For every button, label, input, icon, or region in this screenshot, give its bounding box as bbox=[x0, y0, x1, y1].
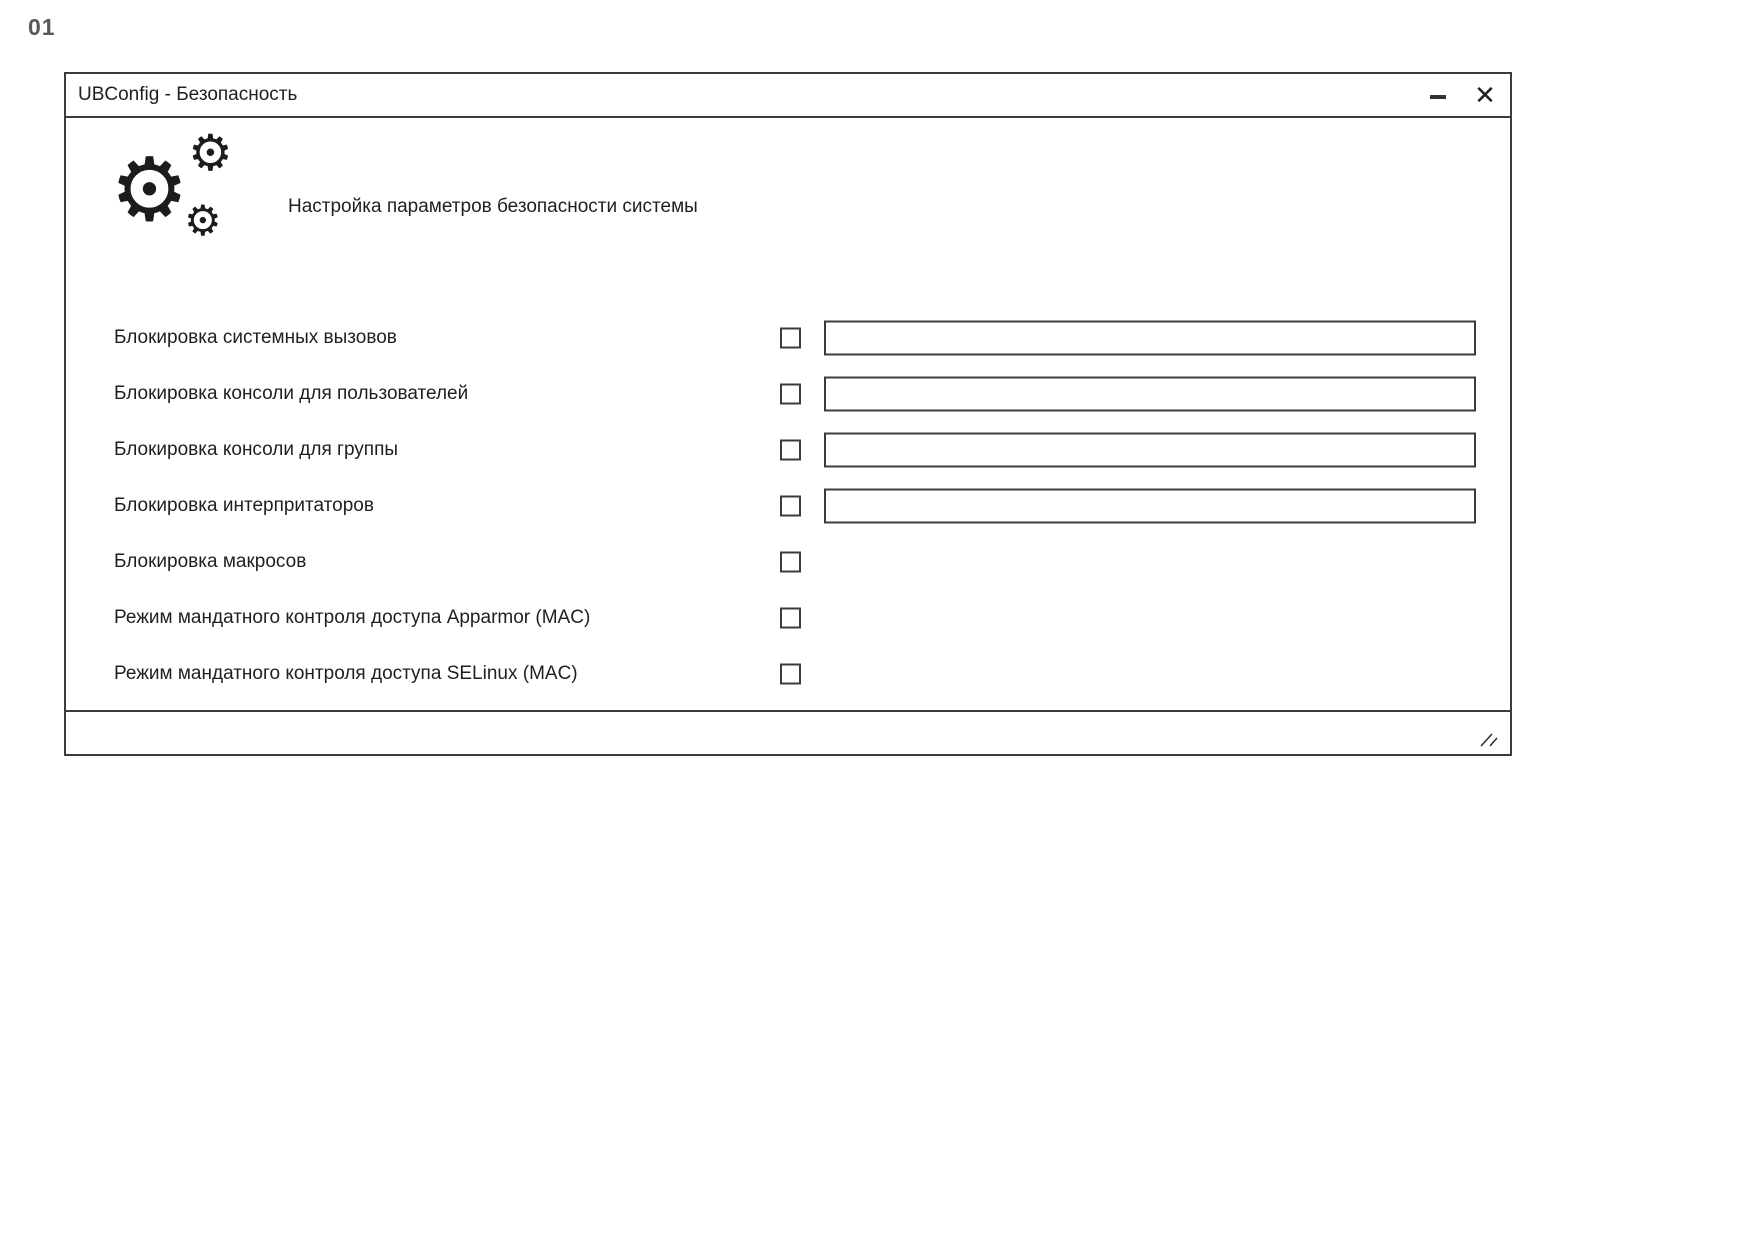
row-text-input[interactable] bbox=[824, 433, 1476, 468]
window-title: UBConfig - Безопасность bbox=[78, 84, 298, 105]
figure-label: 01 bbox=[28, 14, 56, 40]
row-checkbox[interactable] bbox=[780, 496, 801, 517]
form-row bbox=[66, 366, 1510, 422]
row-label: Блокировка консоли для пользователей bbox=[114, 383, 469, 404]
row-text-input[interactable] bbox=[824, 377, 1476, 412]
titlebar bbox=[66, 74, 1510, 118]
row-label: Блокировка консоли для группы bbox=[114, 439, 399, 460]
gears-icon bbox=[110, 125, 270, 266]
row-text-input[interactable] bbox=[824, 489, 1476, 524]
form-row bbox=[66, 478, 1510, 534]
row-checkbox[interactable] bbox=[780, 608, 801, 629]
minimize-button[interactable] bbox=[1424, 82, 1452, 110]
row-label: Блокировка интерпритаторов bbox=[114, 495, 374, 516]
row-label: Режим мандатного контроля доступа SELinux (MAC) bbox=[114, 663, 578, 684]
gear-large-icon: ⚙ bbox=[110, 140, 189, 239]
header-description: Настройка параметров безопасности системы bbox=[288, 196, 698, 217]
app-window bbox=[64, 72, 1512, 756]
row-checkbox[interactable] bbox=[780, 664, 801, 685]
minimize-icon bbox=[1430, 95, 1446, 99]
row-label: Блокировка системных вызовов bbox=[114, 327, 397, 348]
form-row bbox=[66, 422, 1510, 478]
gear-small-icon: ⚙ bbox=[184, 197, 222, 244]
resize-grip-icon[interactable] bbox=[1476, 731, 1502, 749]
row-checkbox[interactable] bbox=[780, 440, 801, 461]
row-checkbox[interactable] bbox=[780, 328, 801, 349]
close-icon: ✕ bbox=[1474, 80, 1496, 110]
row-checkbox[interactable] bbox=[780, 384, 801, 405]
form-row bbox=[66, 590, 1510, 646]
row-label: Режим мандатного контроля доступа Apparmor (MAC) bbox=[114, 607, 591, 628]
row-label: Блокировка макросов bbox=[114, 551, 307, 572]
close-button[interactable] bbox=[1470, 74, 1500, 116]
form-row bbox=[66, 646, 1510, 702]
form-row bbox=[66, 534, 1510, 590]
form-row bbox=[66, 310, 1510, 366]
statusbar bbox=[66, 710, 1510, 754]
row-text-input[interactable] bbox=[824, 321, 1476, 356]
settings-form bbox=[66, 310, 1510, 702]
gear-medium-icon: ⚙ bbox=[188, 125, 233, 181]
row-checkbox[interactable] bbox=[780, 552, 801, 573]
